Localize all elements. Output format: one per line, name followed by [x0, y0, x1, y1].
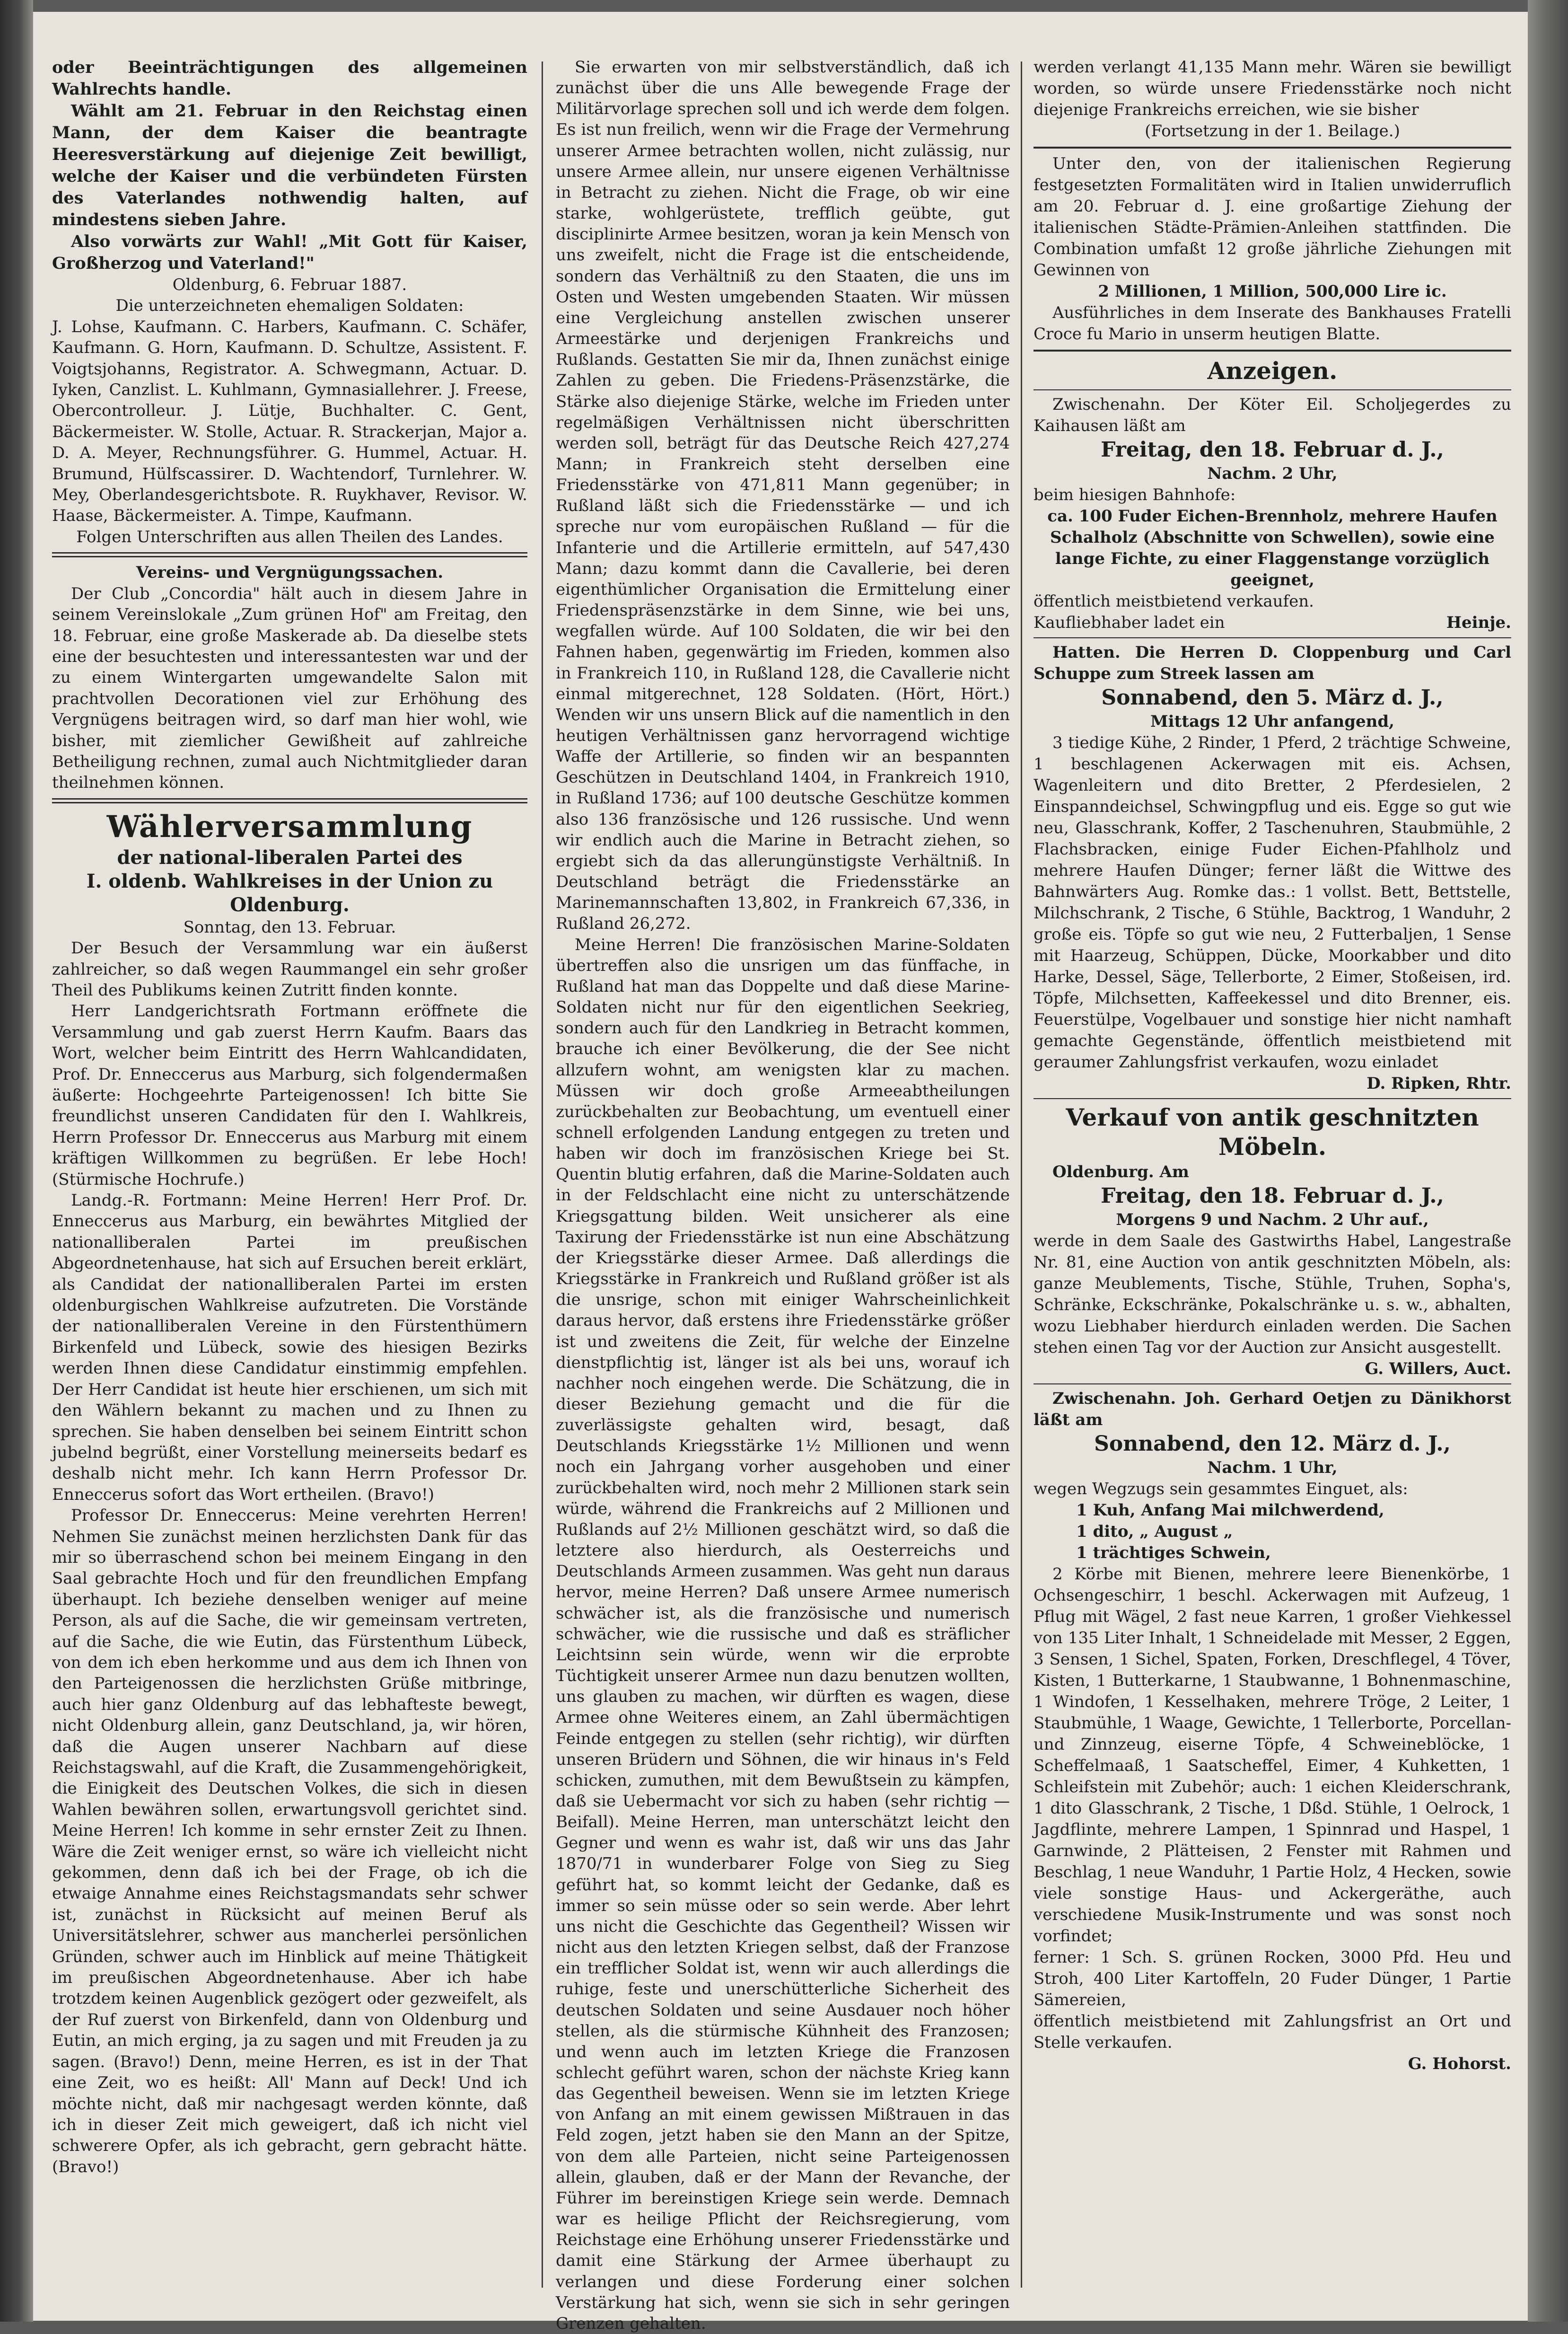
ad-text: 3 tiedige Kühe, 2 Rinder, 1 Pferd, 2 trächtige Schweine, 1 beschlagenen Ackerwagen mit eis. Achsen, Wagenleitern und dito Bretter, 2 Pferdesielen, 2 Einspanndeichsel, Schwingpflug und eis. Egge so gut wie neu, Glasschrank, Koffer, 2 Taschenuhren, Staubmühle, 2 Flachsbracken, einige Fuder Eichen-Pfahlholz und mehrere Haufen Dünger; ferner läßt die Wittwe des Bahnwärters Aug. Romke das.: 1 vollst. Bett, Bettstelle, Milchschrank, 2 Tische, 6 Stühle, Backtrog, 1 Wanduhr, 2 große eis. Töpfe so gut wie neu, 2 Futterbaljen, 1 Sense mit Haarzeug, Schüppen, Dücke, Moorkabber und dito Harke, Dessel, Säge, Tellerborte, 2 Eimer, Stoßeisen, ird. Töpfe, Milchsetten, Kaffeekessel und dito Brenner, eis. Feuerstülpe, Vogelbauer und sonstige hier nicht namhaft gemachte Gegenstände, öffentlich meistbietend mit geraumer Zahlungsfrist verkaufen, wozu einladet	[1034, 733, 1511, 1072]
section-divider	[1034, 350, 1511, 352]
ad-signature	[1034, 612, 1511, 634]
ad-time: Nachm. 1 Uhr,	[1207, 1458, 1338, 1477]
ad-heinje	[1034, 394, 1511, 634]
ad-items: ca. 100 Fuder Eichen-Brennholz, mehrere Haufen Schalholz (Abschnitte von Schwellen), sowie eine lange Fichte, zu einer Flaggenstange vorzüglich geeignet,	[1047, 507, 1498, 590]
ad-text: werde in dem Saale des Gastwirths Habel, Langestraße Nr. 81, eine Auction von antik geschnitzten Möbeln, als: ganze Meublements, Tische, Stühle, Truhen, Sopha's, Schränke, Eckschränke, Pokalschränke u. s. w., abhalten, wozu Liebhaber hierdurch einladen werden. Die Sachen stehen einen Tag vor der Auction zur Ansicht ausgestellt.	[1034, 1232, 1511, 1357]
ad-date: Freitag, den 18. Februar d. J.,	[1101, 438, 1444, 462]
vereins-text: Der Club „Concordia" hält auch in diesem Jahre in seinem Vereinslokale „Zum grünen Hof" am Freitag, den 18. Februar, eine große Maskerade ab. Da dieselbe stets eine der besuchtesten und interessantesten war und der zu einem Wintergarten umgewandelte Salon mit prachtvollen Decorationen viel zur Erhöhung des Vergnügens beitragen wird, so darf man hier wohl, wie bisher, mit ziemlicher Gewißheit auf zahlreiche Betheiligung rechnen, zumal auch Nichtmitglieder daran theilnehmen können.	[52, 584, 527, 793]
ad-date: Sonnabend, den 5. März d. J.,	[1101, 686, 1444, 710]
ads-heading: Anzeigen.	[1207, 357, 1338, 385]
ad-animal: 1 trächtiges Schwein,	[1076, 1543, 1271, 1562]
section-divider	[1034, 1098, 1511, 1099]
meeting-subtitle-1: der national-liberalen Partei des	[117, 846, 463, 869]
newspaper-page	[33, 12, 1528, 2333]
ad-intro: Zwischenahn. Joh. Gerhard Oetjen zu Dänikhorst läßt am	[1034, 1389, 1511, 1429]
ad-hohorst	[1034, 1388, 1511, 2075]
ad-intro: Hatten. Die Herren D. Cloppenburg und Carl Schuppe zum Streek lassen am	[1034, 643, 1511, 683]
lottery-amount: 2 Millionen, 1 Million, 500,000 Lire ic.	[1098, 282, 1447, 301]
vereins-heading: Vereins- und Vergnügungssachen.	[136, 563, 444, 582]
section-divider	[1034, 1383, 1511, 1384]
speech-paragraph: Sie erwarten von mir selbstverständlich, daß ich zunächst über die uns Alle bewegende Frage der Militärvorlage sprechen soll und ich werde dem folgen. Es ist nun freilich, wenn wir die Frage der Vermehrung unserer Armee betrachten wollen, nicht zulässig, nur unsere Armee allein, nur unsere eigenen Verhältnisse in Betracht zu ziehen. Nicht die Frage, ob wir eine starke, wohlgerüstete, trefflich geübte, gut disciplinirte Armee besitzen, woran ja kein Mensch von uns zweifelt, nicht die Frage ist die entscheidende, sondern das Verhältniß zu den Staaten, die uns im Osten und Westen umgebenden Staaten. Wir müssen eine Vergleichung anstellen zwischen unserer Armeestärke und derjenigen Frankreichs und Rußlands. Gestatten Sie mir da, Ihnen zunächst einige Zahlen zu geben. Die Friedens-Präsenzstärke, die Stärke also diejenige Stärke, welche im Frieden unter regelmäßigen Verhältnissen nicht überschritten werden soll, beträgt für das Deutsche Reich 427,274 Mann; in Frankreich steht derselben eine Friedensstärke von 471,811 Mann gegenüber; in Rußland läßt sich die Friedensstärke — und ich spreche nur vom europäischen Rußland — für die Infanterie und die Artillerie ermitteln, auf 547,430 Mann; dazu kommt dann die Cavallerie, bei deren eigenthümlicher Organisation die Ermittelung einer Friedenspräsenzstärke in dem Sinne, wie bei uns, wegfallen würde. Auf 100 Soldaten, die wir bei den Fahnen haben, gegenwärtig im Frieden, kommen also in Frankreich 110, in Rußland 128, die Cavallerie nicht einmal mitgerechnet, 128 Soldaten. (Hört, Hört.) Wenden wir uns unsern Blick auf die namentlich in den heutigen Verhältnissen ganz hervorragend wichtige Waffe der Artillerie, so finden wir an bespannten Geschützen in Deutschland 1404, in Frankreich 1910, in Rußland 1736; auf 100 deutsche Geschütze kommen also 136 französische und 126 russische. Und wenn wir endlich auch die Marine in Betracht ziehen, so ergiebt sich da das allerungünstigste Verhältniß. In Deutschland beträgt die Friedensstärke an Marinemannschaften 13,802, in Frankreich 67,336, in Rußland 26,272.	[556, 58, 1010, 934]
meeting-title: Wählerversammlung	[106, 809, 473, 845]
ad-signature: G. Willers, Auct.	[1365, 1359, 1511, 1378]
ad-intro: Zwischenahn. Der Köter Eil. Scholjegerdes zu Kaihausen läßt am	[1034, 395, 1511, 435]
continuation-note: (Fortsetzung in der 1. Beilage.)	[1145, 122, 1400, 141]
column-left	[52, 57, 527, 2292]
column-middle	[556, 57, 1010, 2333]
ad-animal: 1 Kuh, Anfang Mai milchwerdend,	[1076, 1501, 1384, 1520]
ad-time: Nachm. 2 Uhr,	[1207, 464, 1338, 483]
meeting-paragraph: Herr Landgerichtsrath Fortmann eröffnete die Versammlung und gab zuerst Herrn Kaufm. Baars das Wort, welcher beim Eintritt des Herrn Wahlcandidaten, Prof. Dr. Enneccerus aus Marburg, sich folgendermaßen äußerte: Hochgeehrte Parteigenossen! Ich bitte Sie freundlichst unseren Candidaten für den I. Wahlkreis, Herrn Professor Dr. Enneccerus aus Marburg mit einem kräftigen Willkommen zu begrüßen. Er lebe Hoch! (Stürmische Hochrufe.)	[52, 1002, 527, 1189]
appeal-line-3: Also vorwärts zur Wahl! „Mit Gott für Kaiser, Großherzog und Vaterland!"	[52, 232, 527, 273]
meeting-paragraph: Professor Dr. Enneccerus: Meine verehrten Herren! Nehmen Sie zunächst meinen herzlichsten Dank für das mir so überraschend schon bei meinem Eingang in den Saal gebrachte Hoch und für den freundlichen Empfang überhaupt. Ich beziehe denselben weniger auf meine Person, als auf die Sache, die wir gemeinsam vertreten, auf die Sache, die wie Eutin, das Fürstenthum Lübeck, von dem ich eben herkomme und aus dem ich Ihnen von den Parteigenossen die herzlichsten Grüße mitbringe, auch hier ganz Oldenburg auf das lebhafteste bewegt, nicht Oldenburg allein, ganz Deutschland, ja, wir hören, daß die Augen unserer Nachbarn auf diese Reichstagswahl, auf die Kraft, die Zusammengehörigkeit, die Einigkeit des Deutschen Volkes, die sich in diesen Wahlen bewähren sollen, erwartungsvoll gerichtet sind. Meine Herren! Ich komme in sehr ernster Zeit zu Ihnen. Wäre die Zeit weniger ernst, so wäre ich vielleicht nicht gekommen, denn daß ich bei der Frage, ob ich die etwaige Annahme eines Reichstagsmandats sehr schwer ist, zunächst in Rücksicht auf meinen Beruf als Universitätslehrer, schwer aus mancherlei persönlichen Gründen, schwer auch im Hinblick auf meine Thätigkeit im preußischen Abgeordnetenhause. Aber ich habe trotzdem keinen Augenblick gezögert oder gezweifelt, als der Ruf zuerst von Birkenfeld, dann von Oldenburg und Eutin, an mich erging, ja zu sagen und mit Freuden ja zu sagen. (Bravo!) Denn, meine Herren, es ist in der That eine Zeit, wo es heißt: All' Mann auf Deck! Und ich möchte nicht, daß mir nachgesagt werden könnte, daß ich in dieser Zeit mich geweigert, daß ich nicht viel schwerere Opfer, als ich gebracht, gern gebracht hätte. (Bravo!)	[52, 1506, 527, 2176]
ad-intro: Oldenburg. Am	[1052, 1163, 1189, 1181]
ad-sign-text: Kaufliebhaber ladet ein	[1034, 613, 1225, 632]
ad-lead: wegen Wegzugs sein gesammtes Einguet, als:	[1034, 1480, 1408, 1498]
section-divider	[1034, 389, 1511, 390]
ad-sign-name: Heinje.	[1446, 613, 1511, 632]
ad-date: Sonnabend, den 12. März d. J.,	[1094, 1432, 1451, 1456]
signers-list: J. Lohse, Kaufmann. C. Harbers, Kaufmann. C. Schäfer, Kaufmann. G. Horn, Kaufmann. D. Schultze, Assistent. F. Voigtsjohanns, Registrator. A. Schwegmann, Actuar. D. Iyken, Canzlist. L. Kuhlmann, Gymnasiallehrer. J. Freese, Obercontrolleur. J. Lütje, Buchhalter. C. Gent, Bäckermeister. W. Stolle, Actuar. R. Strackerjan, Major a. D. A. Meyer, Rechnungsführer. G. Hummel, Actuar. H. Brumund, Hülfscassirer. D. Wachtendorf, Turnlehrer. W. Mey, Oberlandesgerichtsbote. R. Ruykhaver, Revisor. W. Haase, Bäckermeister. A. Timpe, Kaufmann.	[52, 317, 527, 526]
ad-place: beim hiesigen Bahnhofe:	[1034, 485, 1236, 504]
ad-date: Freitag, den 18. Februar d. J.,	[1101, 1184, 1444, 1208]
ad-signature: D. Ripken, Rhtr.	[1367, 1074, 1511, 1093]
column-rule	[1021, 62, 1022, 2288]
scan-right-edge	[1528, 0, 1568, 2322]
ad-signature: G. Hohorst.	[1408, 2054, 1511, 2073]
appeal-line-2: Wählt am 21. Februar in den Reichstag einen Mann, der dem Kaiser die beantragte Heeresverstärkung auf diejenige Zeit bewilligt, welche der Kaiser und die verbündeten Fürsten des Vaterlandes nothwendig halten, auf mindestens sieben Jahre.	[52, 101, 527, 229]
scan-left-edge	[0, 0, 33, 2322]
ad-time: Morgens 9 und Nachm. 2 Uhr auf.,	[1116, 1210, 1429, 1229]
ad-text: 2 Körbe mit Bienen, mehrere leere Bienenkörbe, 1 Ochsengeschirr, 1 beschl. Ackerwagen mit Aufzeug, 1 Pflug mit Wägel, 2 fast neue Karren, 1 großer Viehkessel von 135 Liter Inhalt, 1 Schneidelade mit Messer, 2 Eggen, 3 Sensen, 1 Sichel, Spaten, Forken, Dreschflegel, 4 Töver, Kisten, 1 Butterkarne, 1 Staubwanne, 1 Bohnenmaschine, 1 Windofen, 1 Kesselhaken, mehrere Tröge, 2 Leiter, 1 Staubmühle, 1 Waage, Gewichte, 1 Tellerborte, Porcellan- und Zinnzeug, eiserne Töpfe, 4 Schweineblöcke, 1 Scheffelmaaß, 1 Saatscheffel, Eimer, 4 Kuhketten, 1 Schleifstein mit Zubehör; auch: 1 eichen Kleiderschrank, 1 dito Glasschrank, 2 Tische, 1 Dßd. Stühle, 1 Oelrock, 1 Jagdflinte, mehrere Lampen, 1 Spinnrad und Haspel, 1 Garnwinde, 2 Plätteisen, 2 Fenster mit Rahmen und Beschlag, 1 neue Wanduhr, 1 Partie Holz, 4 Hecken, sowie viele sonstige Haus- und Ackergeräthe, auch verschiedene Musik-Instrumente und was sonst noch vorfindet;	[1034, 1565, 1511, 1946]
ad-title: Möbeln.	[1218, 1133, 1327, 1161]
meeting-paragraph: Der Besuch der Versammlung war ein äußerst zahlreicher, so daß wegen Raummangel ein sehr großer Theil des Publikums keinen Zutritt finden konnte.	[52, 939, 527, 1000]
section-divider	[1034, 637, 1511, 638]
speech-paragraph: Meine Herren! Die französischen Marine-Soldaten übertreffen also die unsrigen um das fünffache, in Rußland hat man das Doppelte und daß diese Marine-Soldaten nicht nur für den eigentlichen Seekrieg, sondern auch für den Landkrieg in Betracht kommen, brauche ich einer Bevölkerung, die der See nicht allzufern wohnt, am wenigsten klar zu machen. Müssen wir doch große Armeeabtheilungen zurückbehalten zur Beobachtung, um eventuell einer schnell erfolgenden Landung entgegen zu treten und haben wir doch im französischen Kriege bei St. Quentin blutig erfahren, daß die Marine-Soldaten auch in der Feldschlacht eine nicht zu unterschätzende Kriegsgattung bilden. Weit unsicherer als eine Taxirung der Friedensstärke ist nun eine Abschätzung der Kriegsstärke dieser Armee. Daß allerdings die Kriegsstärke in Frankreich und Rußland größer ist als die unsrige, schon mit einiger Wahrscheinlichkeit daraus hervor, daß erstens ihre Friedensstärke größer ist und zweitens die Zeit, für welche der Einzelne dienstpflichtig ist, länger ist als bei uns, worauf ich nachher noch eingehen werde. Die Schätzung, die in dieser Beziehung gemacht und die für die zuverlässigste gehalten wird, besagt, daß Deutschlands Kriegsstärke 1½ Millionen und wenn noch ein Jahrgang vorher ausgehoben und einer zurückbehalten wird, noch mehr 2 Millionen stark sein würde, während die Frankreichs auf 2 Millionen und Rußlands auf 2½ Millionen geschätzt wird, so daß die letztere also hierdurch, als Oesterreichs und Deutschlands Armeen zusammen. Was geht nun daraus hervor, meine Herren? Daß unsere Armee numerisch schwächer ist, als die französische und numerisch schwächer, wie die russische und daß es sträflicher Leichtsinn sein würde, wenn wir die erprobte Tüchtigkeit unserer Armee nun dazu benutzen wollten, uns glauben zu machen, wir dürften es wagen, diese Armee ohne Weiteres einem, an Zahl übermächtigen Feinde entgegen zu stellen (sehr richtig), wir dürften unseren Brüdern und Söhnen, die wir hinaus in's Feld schicken, zumuthen, mit dem Bewußtsein zu kämpfen, daß sie Uebermacht vor sich zu haben (sehr richtig — Beifall). Meine Herren, man unterschätzt leicht den Gegner und wenn es wahr ist, daß wir uns das Jahr 1870/71 in wunderbarer Folge von Sieg zu Sieg geführt hat, so kommt leicht der Gedanke, daß es immer so sein müsse oder so sein werde. Aber lehrt uns nicht die Geschichte das Gegentheil? Wissen wir nicht aus den letzten Kriegen selbst, daß der Franzose ein trefflicher Soldat ist, wenn wir auch allerdings die ruhige, feste und unerschütterliche Sicherheit des deutschen Soldaten und seine Ausdauer noch höher stellen, als die stürmische Kühnheit des Franzosen; und wenn auch im letzten Kriege die Franzosen schlecht geführt waren, schon der nächste Krieg kann das Gegentheil beweisen. Wenn sie im letzten Kriege von Anfang an mit einem gewissen Mißtrauen in das Feld zogen, jetzt haben sie den Mann an der Spitze, von dem alle Parteien, nicht seine Parteigenossen allein, glauben, daß er der Mann der Revanche, der Führer im bereinstigen Kriege sein werde. Demnach war es heilige Pflicht der Reichsregierung, vom Reichstage eine Erhöhung unserer Friedensstärke und damit eine Stärkung der Armee überhaupt zu verlangen und diese Forderung einer solchen Verstärkung hat sich, wenn sie sich in sehr geringen Grenzen gehalten.	[556, 935, 1010, 2333]
dateline: Oldenburg, 6. Februar 1887.	[172, 275, 407, 294]
ad-sale: öffentlich meistbietend verkaufen.	[1034, 592, 1314, 611]
lottery-notice-end: Ausführliches in dem Inserate des Bankhauses Fratelli Croce fu Mario in unserm heutigen Blatte.	[1034, 303, 1511, 343]
meeting-paragraph: Landg.-R. Fortmann: Meine Herren! Herr Prof. Dr. Enneccerus aus Marburg, ein bewährtes Mitglied der nationalliberalen Partei im preußischen Abgeordnetenhause, hat sich auf Ersuchen bereit erklärt, als Candidat der nationalliberalen Partei im ersten oldenburgischen Wahlkreise aufzutreten. Die Vorstände der nationalliberalen Vereine in den Fürstenthümern Birkenfeld und Lübeck, sowie des hiesigen Bezirks werden Ihnen diese Candidatur einstimmig empfehlen. Der Herr Candidat ist heute hier erschienen, um sich mit den Wählern bekannt zu machen und zu Ihnen zu sprechen. Sie haben denselben bei seinem Eintritt schon jubelnd begrüßt, einer Vorstellung meinerseits bedarf es deshalb nicht mehr. Ich kann Herrn Professor Dr. Enneccerus sofort das Wort ertheilen. (Bravo!)	[52, 1191, 527, 1504]
meeting-subtitle-3: Oldenburg.	[230, 893, 350, 916]
ad-willers	[1034, 1103, 1511, 1380]
meeting-subtitle-2: I. oldenb. Wahlkreises in der Union zu	[86, 870, 493, 892]
column-right	[1034, 57, 1511, 2292]
ad-ripken	[1034, 642, 1511, 1094]
signers-footer: Folgen Unterschriften aus allen Theilen des Landes.	[76, 527, 503, 546]
meeting-date: Sonntag, den 13. Februar.	[183, 917, 396, 937]
appeal-line-1: oder Beeinträchtigungen des allgemeinen Wahlrechts handle.	[52, 58, 527, 99]
carryover-text: werden verlangt 41,135 Mann mehr. Wären sie bewilligt worden, so würde unsere Friedensstärke noch nicht diejenige Frankreichs erreichen, wie sie bisher	[1034, 58, 1511, 119]
section-divider	[52, 798, 527, 803]
ad-title: Verkauf von antik geschnitzten	[1066, 1103, 1479, 1131]
column-rule	[542, 62, 543, 2288]
lottery-notice: Unter den, von der italienischen Regierung festgesetzten Formalitäten wird in Italien unwiderruflich am 20. Februar d. J. eine großartige Ziehung der italienischen Städte-Prämien-Anleihen stattfinden. Die Combination umfaßt 12 große jährliche Ziehungen mit Gewinnen von	[1034, 154, 1511, 280]
ad-sale: öffentlich meistbietend mit Zahlungsfrist an Ort und Stelle verkaufen.	[1034, 2012, 1511, 2052]
signers-heading: Die unterzeichneten ehemaligen Soldaten:	[115, 296, 464, 316]
ad-time: Mittags 12 Uhr anfangend,	[1150, 712, 1394, 731]
ad-animal: 1 dito, „ August „	[1076, 1522, 1233, 1541]
ad-more: ferner: 1 Sch. S. grünen Rocken, 3000 Pfd. Heu und Stroh, 400 Liter Kartoffeln, 20 Fuder Dünger, 1 Partie Sämereien,	[1034, 1948, 1511, 2009]
section-divider	[1034, 147, 1511, 149]
section-divider	[52, 552, 527, 557]
